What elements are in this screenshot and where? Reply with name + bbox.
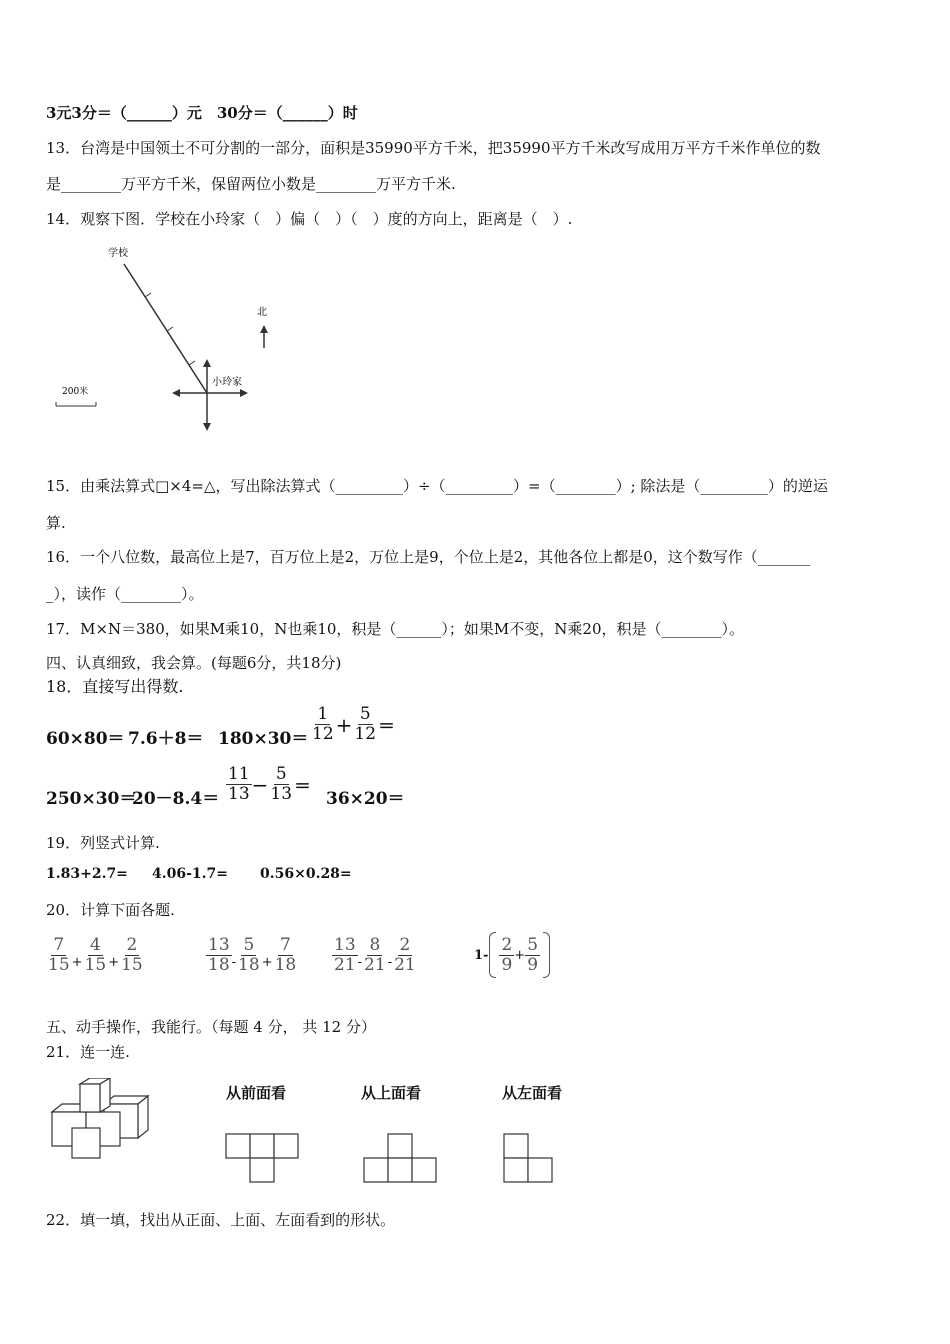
denominator: 18: [238, 955, 260, 975]
numerator: 5: [527, 934, 539, 955]
operator: -: [231, 955, 237, 970]
square: [412, 1158, 436, 1182]
operator: +: [261, 955, 273, 970]
scale-tick: [167, 327, 173, 331]
square: [504, 1134, 528, 1158]
denominator: 15: [84, 955, 107, 975]
q19-item-2: 4.06-1.7=: [152, 866, 228, 882]
q20-expr-3: [332, 937, 418, 974]
square: [504, 1158, 528, 1182]
left-view-shape[interactable]: [502, 1132, 558, 1186]
left-paren: [489, 932, 496, 978]
square: [528, 1158, 552, 1182]
q18-fraction-sum: [310, 706, 395, 743]
square: [250, 1158, 274, 1182]
q18-title: 18．直接写出得数.: [46, 677, 184, 696]
q13-line1: 13．台湾是中国领土不可分割的一部分，面积是35990平方千米，把35990平方千米改写成用万平方千米作单位的数: [46, 139, 821, 157]
equals-sign: ＝: [378, 717, 396, 737]
q20-expr-4: [474, 932, 550, 978]
fraction: [499, 934, 514, 975]
fraction: [273, 937, 299, 974]
q22-title: 22．填一填，找出从正面、上面、左面看到的形状。: [46, 1211, 396, 1229]
fraction: [332, 937, 358, 974]
east-arrow-icon: [240, 389, 248, 397]
q19-title: 19．列竖式计算.: [46, 834, 160, 852]
denominator: 12: [354, 724, 377, 744]
denominator: 9: [527, 954, 539, 975]
denominator: 9: [501, 954, 513, 975]
numerator: 2: [126, 935, 138, 955]
scale-tick: [145, 293, 151, 297]
cube-stack-figure: [46, 1078, 156, 1164]
denominator: 18: [274, 955, 297, 975]
front-view-shape[interactable]: [224, 1132, 304, 1186]
denominator: 13: [228, 784, 250, 804]
numerator: 11: [228, 764, 250, 784]
home-label: 小玲家: [212, 377, 242, 388]
numerator: 5: [275, 764, 287, 784]
minus-operator: −: [251, 772, 269, 797]
denominator: 21: [334, 955, 356, 975]
denominator: 21: [364, 955, 386, 975]
view-label-top: 从上面看: [361, 1084, 422, 1102]
cube-side-face: [138, 1096, 148, 1138]
q19-item-3: 0.56×0.28=: [260, 866, 352, 882]
q16-line2: _），读作（________）。: [46, 585, 204, 603]
operator: +: [108, 955, 120, 970]
section5-title: 五、动手操作，我能行。（每题 4 分， 共 12 分）: [46, 1018, 376, 1036]
fraction: [310, 706, 336, 743]
q18-item-8: 36×20＝: [326, 789, 405, 809]
fraction: [268, 766, 294, 803]
denominator: 15: [48, 955, 70, 975]
scale-tick: [189, 361, 195, 365]
q13-line2: 是________万平方千米，保留两位小数是________万平方千米.: [46, 175, 456, 193]
operator: -: [357, 955, 363, 970]
numerator: 8: [369, 935, 381, 955]
denominator: 21: [394, 955, 416, 975]
numerator: 7: [53, 935, 65, 955]
right-paren: [543, 932, 550, 978]
square: [226, 1134, 250, 1158]
prefix: 1-: [474, 947, 489, 963]
q20-expr-2: [206, 937, 298, 974]
numerator: 5: [359, 704, 371, 724]
equals-sign: ＝: [294, 777, 312, 797]
q15-line2: 算.: [46, 514, 66, 532]
section4-title: 四、认真细致，我会算。(每题6分，共18分): [46, 654, 342, 672]
denominator: 13: [270, 784, 293, 804]
q18-item-3: 180×30＝: [218, 729, 309, 749]
q14-direction-figure: [40, 240, 300, 440]
fraction: [46, 937, 72, 974]
numerator: 5: [243, 935, 255, 955]
numerator: 1: [317, 704, 329, 724]
fraction: [362, 937, 388, 974]
fraction: [226, 766, 252, 803]
q14-question: 14．观察下图．学校在小玲家（ ）偏（ ）（ ）度的方向上，距离是（ ）.: [46, 210, 573, 228]
square: [388, 1134, 412, 1158]
fraction: [525, 934, 540, 975]
denominator: 12: [312, 724, 334, 744]
fraction: [236, 937, 262, 974]
operator: +: [514, 947, 526, 963]
cube-front: [80, 1084, 100, 1112]
q21-title: 21．连一连.: [46, 1043, 130, 1061]
scale-label: 200米: [62, 387, 89, 397]
q18-item-6: 20－8.4＝: [132, 789, 220, 809]
square: [274, 1134, 298, 1158]
south-arrow-icon: [203, 423, 211, 431]
q20-expr-1: [46, 937, 145, 974]
numerator: 2: [399, 935, 411, 955]
q20-title: 20．计算下面各题.: [46, 901, 175, 919]
numerator: 13: [208, 935, 230, 955]
fraction: [352, 706, 378, 743]
school-label: 学校: [108, 248, 128, 259]
top-view-shape[interactable]: [362, 1132, 442, 1186]
q17-question: 17．M×N＝380，如果M乘10，N也乘10，积是（______）；如果M不变，N乘20，积是（________）。: [46, 620, 745, 638]
fraction: [392, 937, 418, 974]
fraction: [206, 937, 232, 974]
q18-item-1: 60×80＝: [46, 729, 125, 749]
q18-item-5: 250×30＝: [46, 789, 137, 809]
view-label-front: 从前面看: [226, 1084, 287, 1102]
q16-line1: 16．一个八位数，最高位上是7，百万位上是2，万位上是9，个位上是2，其他各位上都是0，这个数写作（_______: [46, 548, 811, 566]
school-path-line: [124, 264, 207, 393]
q18-item-2: 7.6＋8＝: [128, 729, 204, 749]
fraction: [83, 937, 109, 974]
cube-front: [72, 1128, 100, 1158]
numerator: 4: [89, 935, 101, 955]
denominator: 18: [208, 955, 230, 975]
q12-unit-conversion: 3元3分＝（______）元 30分＝（______）时: [46, 104, 358, 122]
square: [388, 1158, 412, 1182]
plus-operator: +: [335, 712, 353, 737]
square: [364, 1158, 388, 1182]
north-label: 北: [257, 307, 267, 318]
denominator: 15: [121, 955, 143, 975]
numerator: 7: [280, 935, 291, 955]
numerator: 2: [501, 934, 513, 955]
operator: +: [71, 955, 83, 970]
north-indicator-arrow-icon: [260, 325, 268, 333]
west-arrow-icon: [172, 389, 180, 397]
operator: -: [387, 955, 393, 970]
q19-item-1: 1.83+2.7=: [46, 866, 128, 882]
numerator: 13: [334, 935, 356, 955]
north-arrow-icon: [203, 359, 211, 367]
cube-side-face: [100, 1078, 110, 1112]
view-label-left: 从左面看: [502, 1084, 563, 1102]
q15-line1: 15．由乘法算式□×4=△，写出除法算式（_________）÷（_________）=（________）; 除法是（_________）的逆运: [46, 477, 828, 495]
q18-fraction-difference: [226, 766, 311, 803]
square: [250, 1134, 274, 1158]
fraction: [119, 937, 145, 974]
